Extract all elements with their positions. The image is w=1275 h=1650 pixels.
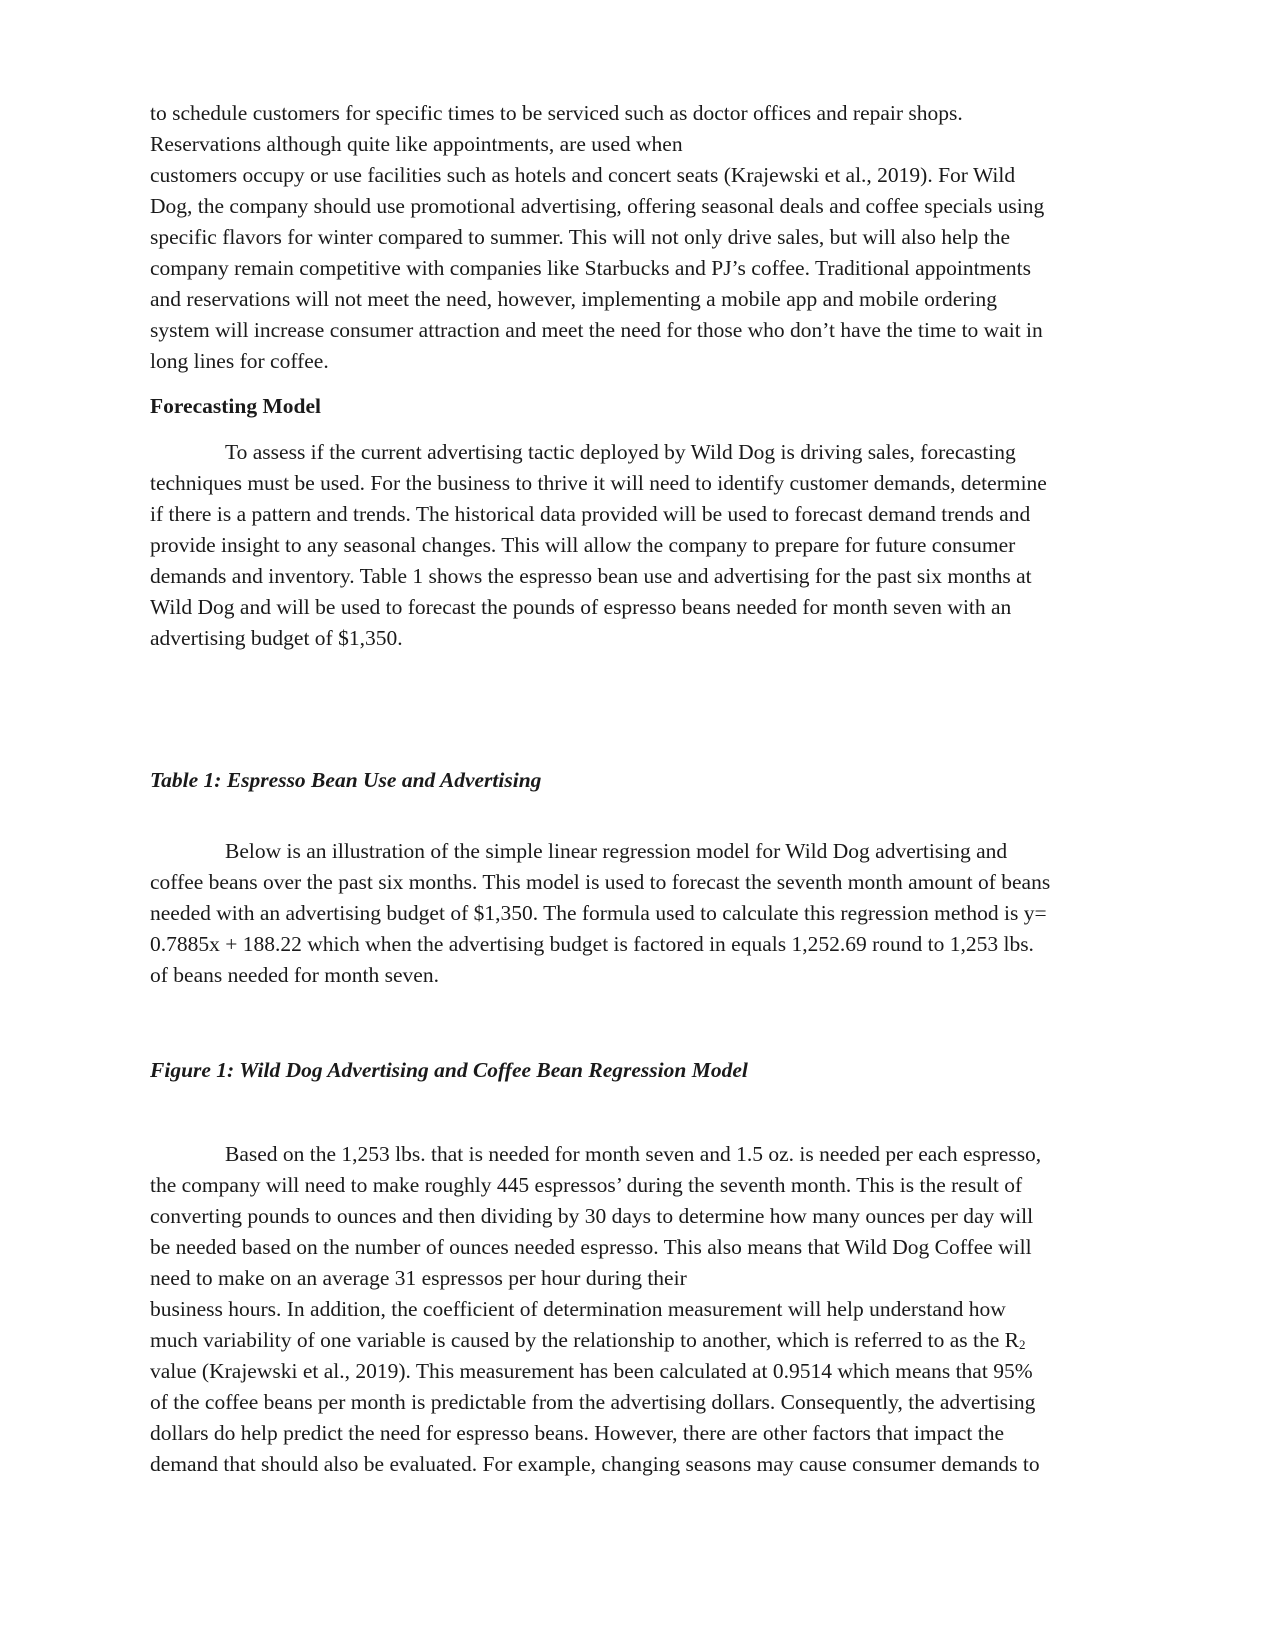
paragraph-line: advertising budget of $1,350. — [150, 626, 403, 650]
paragraph-line: be needed based on the number of ounces needed espresso. This also means that Wild Dog Coffee will — [150, 1235, 1032, 1259]
paragraph-line: the company will need to make roughly 445 espressos’ during the seventh month. This is the result of — [150, 1173, 1023, 1197]
paragraph-line: and reservations will not meet the need, however, implementing a mobile app and mobile ordering — [150, 287, 997, 311]
paragraph-line: if there is a pattern and trends. The historical data provided will be used to forecast demand trends and — [150, 502, 1031, 526]
paragraph-line-text: Based on the 1,253 lbs. that is needed for month seven and 1.5 oz. is needed per each espresso, — [225, 1142, 1042, 1166]
paragraph-line: of the coffee beans per month is predictable from the advertising dollars. Consequently, the advertising — [150, 1390, 1036, 1414]
paragraph-line — [150, 1139, 1200, 1170]
paragraph-line: Wild Dog and will be used to forecast the pounds of espresso beans needed for month seven with an — [150, 595, 1012, 619]
paragraph-line-text: Below is an illustration of the simple linear regression model for Wild Dog advertising and — [225, 839, 1008, 863]
paragraph-line-text: To assess if the current advertising tactic deployed by Wild Dog is driving sales, forecasting — [225, 440, 1016, 464]
paragraph-line: demand that should also be evaluated. For example, changing seasons may cause consumer demands to — [150, 1452, 1040, 1476]
paragraph-line: company remain competitive with companies like Starbucks and PJ’s coffee. Traditional appointments — [150, 256, 1031, 280]
paragraph-line: 0.7885x + 188.22 which when the advertising budget is factored in equals 1,252.69 round to 1,253 lbs. — [150, 932, 1034, 956]
regression-paragraph — [150, 836, 1200, 991]
paragraph-line: coffee beans over the past six months. This model is used to forecast the seventh month amount of beans — [150, 870, 1051, 894]
section-heading: Forecasting Model — [150, 394, 321, 418]
paragraph-line: need to make on an average 31 espressos per hour during their — [150, 1266, 687, 1290]
paragraph-line: provide insight to any seasonal changes. This will allow the company to prepare for future consumer — [150, 533, 1016, 557]
paragraph-line — [150, 437, 1200, 468]
figure-caption: Figure 1: Wild Dog Advertising and Coffee Bean Regression Model — [150, 1058, 748, 1082]
paragraph-line: business hours. In addition, the coefficient of determination measurement will help understand how — [150, 1297, 1006, 1321]
analysis-paragraph — [150, 1139, 1200, 1480]
paragraph-line: converting pounds to ounces and then dividing by 30 days to determine how many ounces per day will — [150, 1204, 1034, 1228]
paragraph-line: needed with an advertising budget of $1,350. The formula used to calculate this regression method is y= — [150, 901, 1047, 925]
paragraph-line — [150, 1325, 1200, 1356]
paragraph-line: specific flavors for winter compared to summer. This will not only drive sales, but will also help the — [150, 225, 1011, 249]
paragraph-line: demands and inventory. Table 1 shows the espresso bean use and advertising for the past six months at — [150, 564, 1032, 588]
paragraph-line: to schedule customers for specific times to be serviced such as doctor offices and repair shops. — [150, 101, 963, 125]
table-caption: Table 1: Espresso Bean Use and Advertising — [150, 768, 542, 792]
paragraph-line: long lines for coffee. — [150, 349, 329, 373]
paragraph-line — [150, 836, 1200, 867]
r-squared-subscript: 2 — [1019, 1337, 1026, 1352]
paragraph-line: techniques must be used. For the business to thrive it will need to identify customer demands, determine — [150, 471, 1047, 495]
paragraph-line: Reservations although quite like appointments, are used when — [150, 132, 683, 156]
paragraph-line: system will increase consumer attraction and meet the need for those who don’t have the time to wait in — [150, 318, 1043, 342]
paragraph-line: value (Krajewski et al., 2019). This measurement has been calculated at 0.9514 which means that 95% — [150, 1359, 1033, 1383]
intro-paragraph — [150, 98, 1200, 377]
paragraph-line: Dog, the company should use promotional advertising, offering seasonal deals and coffee specials using — [150, 194, 1045, 218]
paragraph-line-text: much variability of one variable is caused by the relationship to another, which is referred to as the R — [150, 1328, 1020, 1352]
forecasting-paragraph — [150, 437, 1200, 654]
paragraph-line: of beans needed for month seven. — [150, 963, 439, 987]
paragraph-line: customers occupy or use facilities such as hotels and concert seats (Krajewski et al., 2019). For Wild — [150, 163, 1016, 187]
paragraph-line: dollars do help predict the need for espresso beans. However, there are other factors that impact the — [150, 1421, 1005, 1445]
